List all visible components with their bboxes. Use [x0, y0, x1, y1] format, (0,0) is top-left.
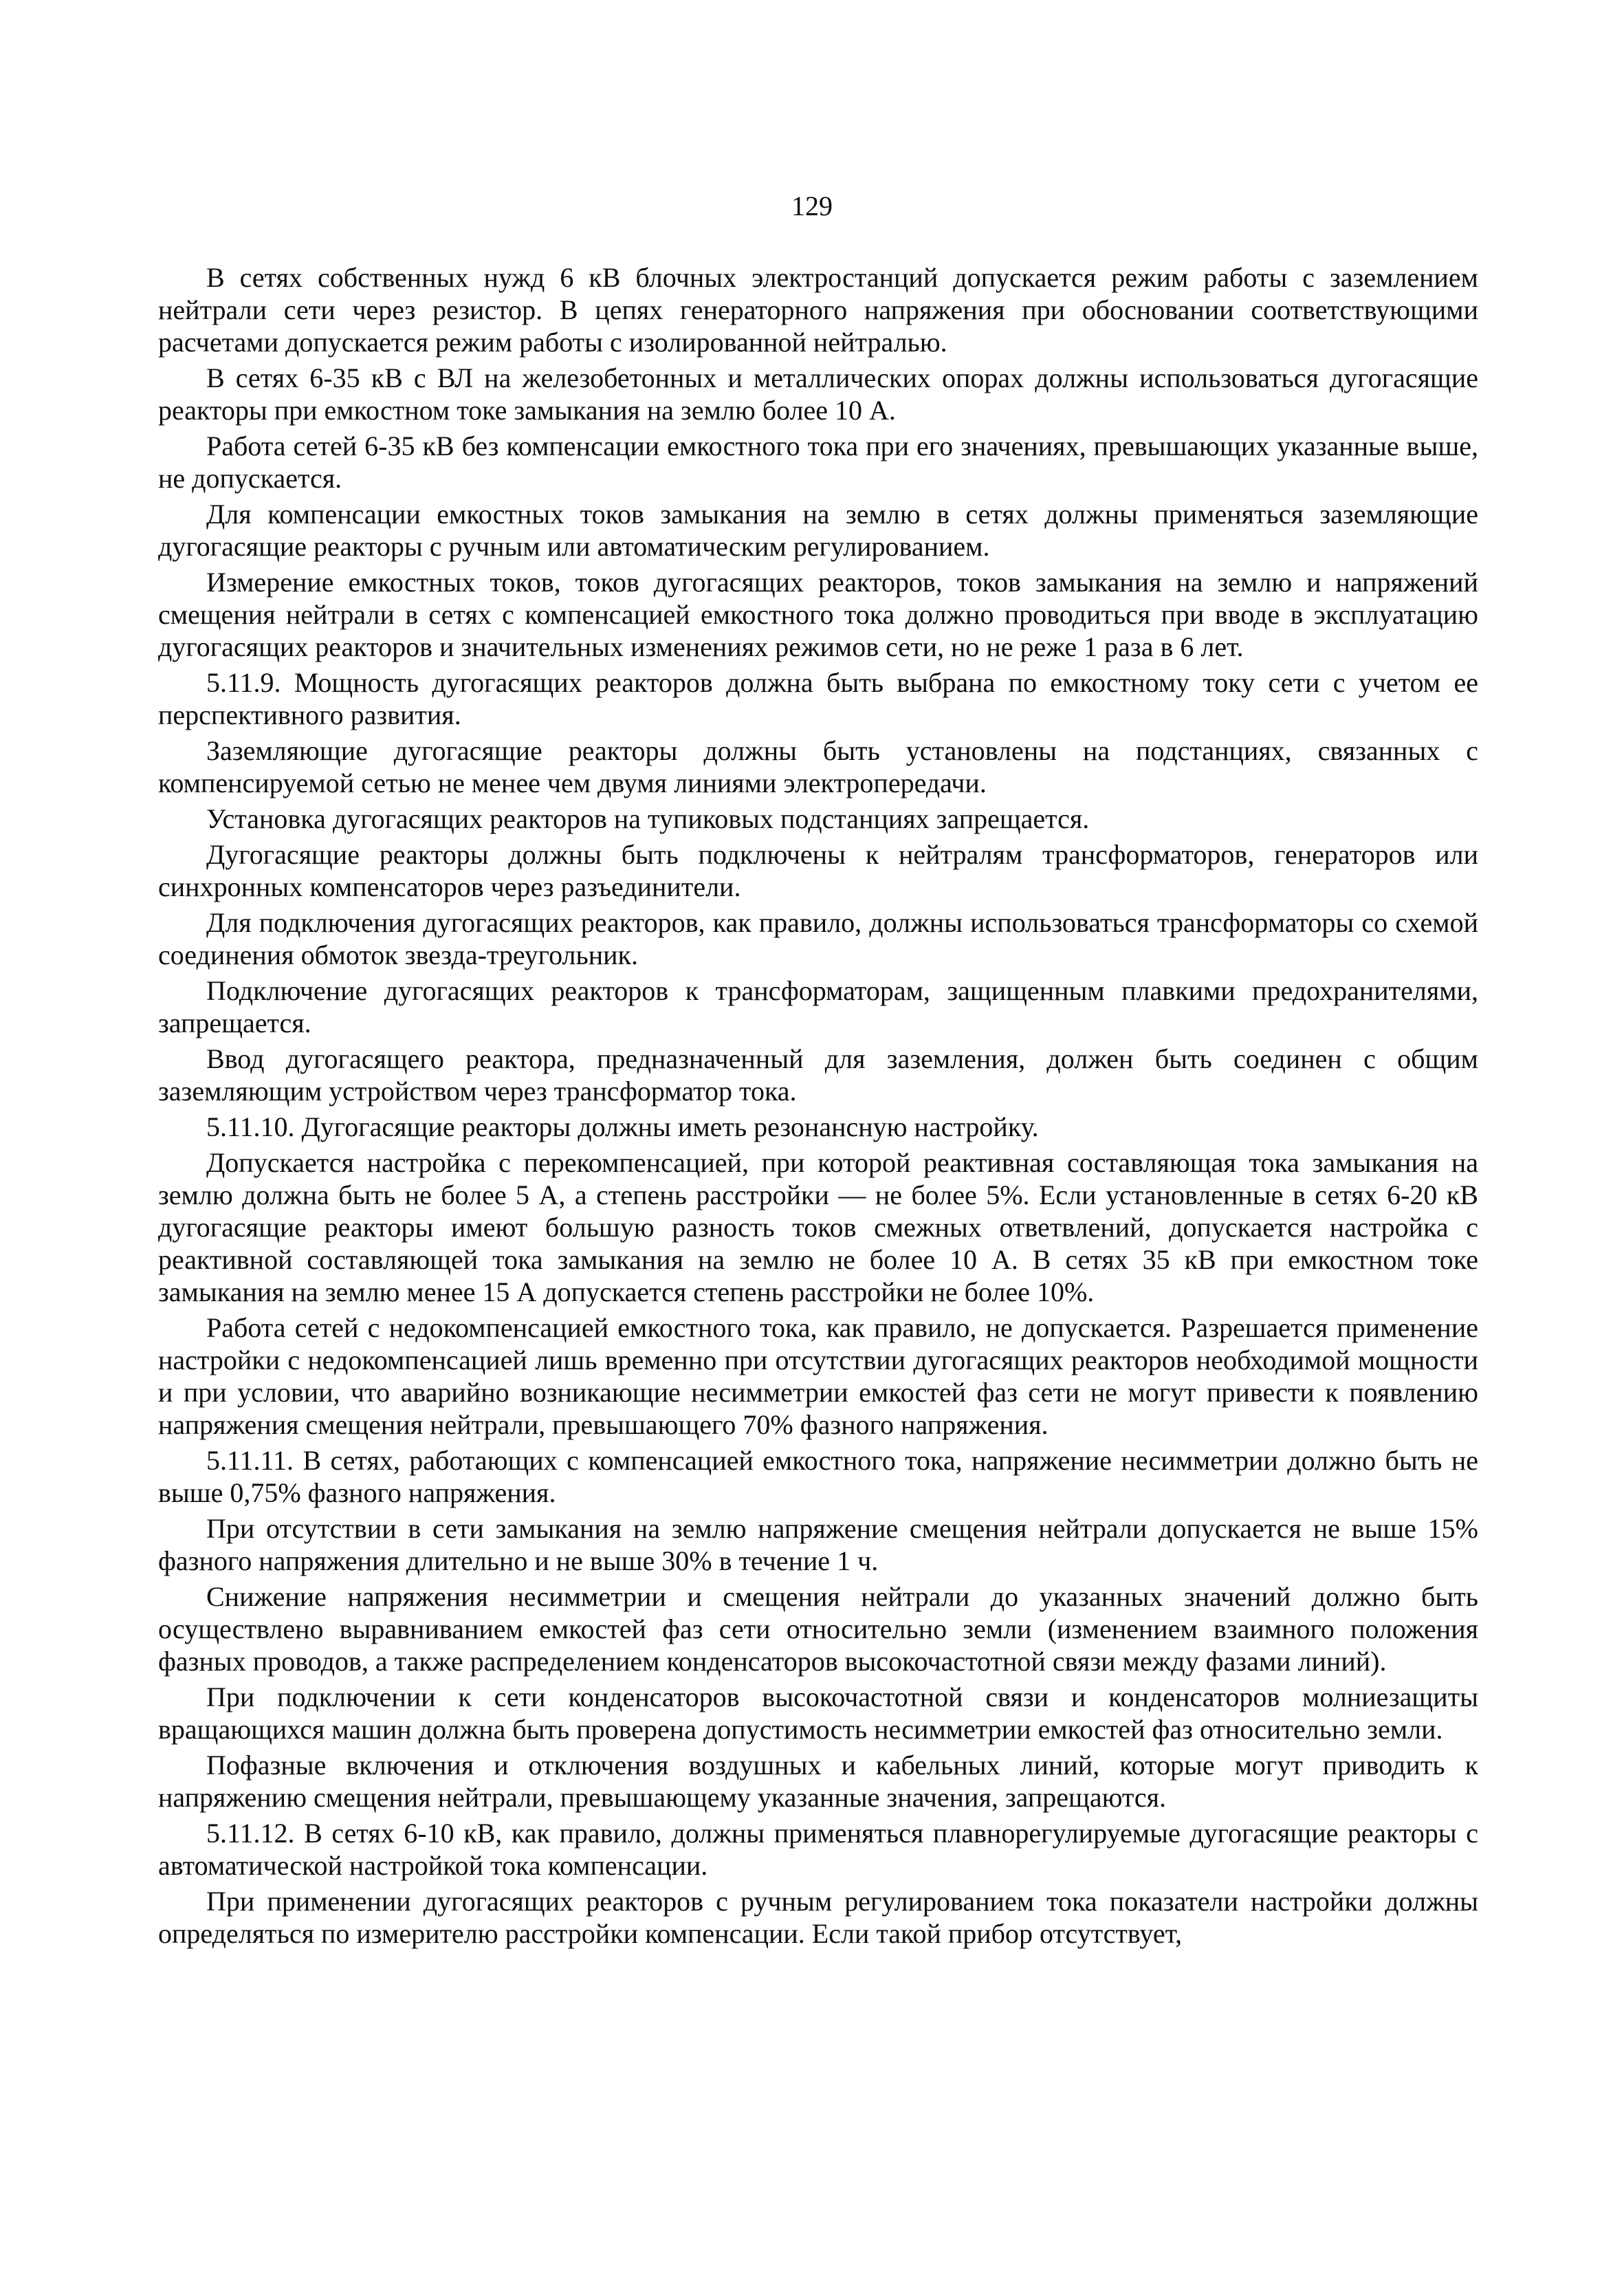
- paragraph: В сетях 6-35 кВ с ВЛ на железобетонных и металлических опорах должны использоваться дугогасящие реакторы при емкостном токе замыкания на землю более 10 А.: [158, 362, 1478, 426]
- section-paragraph-5-11-11: 5.11.11. В сетях, работающих с компенсацией емкостного тока, напряжение несимметрии должно быть не выше 0,75% фазного напряжения.: [158, 1445, 1478, 1508]
- paragraph: Допускается настройка с перекомпенсацией, при которой реактивная составляющая тока замыкания на землю должна быть не более 5 А, а степень расстройки — не более 5%. Если установленные в сетях 6-20 кВ дугогасящие реакторы имеют большую разность токов смежных ответвлений, допускается настройка с реактивной составляющей тока замыкания на землю не более 10 А. В сетях 35 кВ при емкостном токе замыкания на землю менее 15 А допускается степень расстройки не более 10%.: [158, 1147, 1478, 1307]
- paragraph: Ввод дугогасящего реактора, предназначенный для заземления, должен быть соединен с общим заземляющим устройством через трансформатор тока.: [158, 1043, 1478, 1107]
- paragraph: При подключении к сети конденсаторов высокочастотной связи и конденсаторов молниезащиты вращающихся машин должна быть проверена допустимость несимметрии емкостей фаз относительно земли.: [158, 1681, 1478, 1745]
- body-text: [158, 261, 1478, 1953]
- paragraph: Снижение напряжения несимметрии и смещения нейтрали до указанных значений должно быть осуществлено выравниванием емкостей фаз сети относительно земли (изменением взаимного положения фазных проводов, а также распределением конденсаторов высокочастотной связи между фазами линий).: [158, 1581, 1478, 1677]
- paragraph: Для подключения дугогасящих реакторов, как правило, должны использоваться трансформаторы со схемой соединения обмоток звезда-треугольник.: [158, 907, 1478, 970]
- paragraph: Измерение емкостных токов, токов дугогасящих реакторов, токов замыкания на землю и напряжений смещения нейтрали в сетях с компенсацией емкостного тока должно проводиться при вводе в эксплуатацию дугогасящих реакторов и значительных изменениях режимов сети, но не реже 1 раза в 6 лет.: [158, 567, 1478, 662]
- paragraph: Пофазные включения и отключения воздушных и кабельных линий, которые могут приводить к напряжению смещения нейтрали, превышающему указанные значения, запрещаются.: [158, 1750, 1478, 1813]
- page-number: 129: [791, 191, 833, 221]
- section-paragraph-5-11-10: 5.11.10. Дугогасящие реакторы должны иметь резонансную настройку.: [206, 1111, 1039, 1142]
- paragraph: При отсутствии в сети замыкания на землю напряжение смещения нейтрали допускается не выше 15% фазного напряжения длительно и не выше 30% в течение 1 ч.: [158, 1513, 1478, 1576]
- paragraph: Дугогасящие реакторы должны быть подключены к нейтралям трансформаторов, генераторов или синхронных компенсаторов через разъединители.: [158, 839, 1478, 902]
- paragraph: Для компенсации емкостных токов замыкания на землю в сетях должны применяться заземляющие дугогасящие реакторы с ручным или автоматическим регулированием.: [158, 499, 1478, 562]
- paragraph: Заземляющие дугогасящие реакторы должны быть установлены на подстанциях, связанных с компенсируемой сетью не менее чем двумя линиями электропередачи.: [158, 735, 1478, 798]
- paragraph: В сетях собственных нужд 6 кВ блочных электростанций допускается режим работы с заземлением нейтрали сети через резистор. В цепях генераторного напряжения при обосновании соответствующими расчетами допускается режим работы с изолированной нейтралью.: [158, 262, 1478, 358]
- paragraph: Подключение дугогасящих реакторов к трансформаторам, защищенным плавкими предохранителями, запрещается.: [158, 975, 1478, 1038]
- paragraph: При применении дугогасящих реакторов с ручным регулированием тока показатели настройки должны определяться по измерителю расстройки компенсации. Если такой прибор отсутствует,: [158, 1886, 1478, 1949]
- paragraph: Установка дугогасящих реакторов на тупиковых подстанциях запрещается.: [206, 803, 1090, 834]
- paragraph: Работа сетей с недокомпенсацией емкостного тока, как правило, не допускается. Разрешается применение настройки с недокомпенсацией лишь временно при отсутствии дугогасящих реакторов необходимой мощности и при условии, что аварийно возникающие несимметрии емкостей фаз сети не могут привести к появлению напряжения смещения нейтрали, превышающего 70% фазного напряжения.: [158, 1312, 1478, 1440]
- paragraph: Работа сетей 6-35 кВ без компенсации емкостного тока при его значениях, превышающих указанные выше, не допускается.: [158, 431, 1478, 494]
- section-paragraph-5-11-9: 5.11.9. Мощность дугогасящих реакторов должна быть выбрана по емкостному току сети с учетом ее перспективного развития.: [158, 667, 1478, 730]
- section-paragraph-5-11-12: 5.11.12. В сетях 6-10 кВ, как правило, должны применяться плавнорегулируемые дугогасящие реакторы с автоматической настройкой тока компенсации.: [158, 1818, 1478, 1881]
